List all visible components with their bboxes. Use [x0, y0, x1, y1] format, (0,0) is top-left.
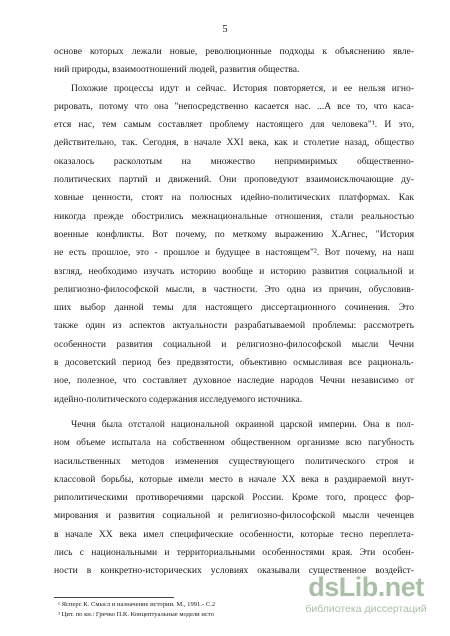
- text-line: ших выбор данной темы для настоящего диссертационного сочинения. Это: [54, 302, 414, 314]
- text-line: ном объеме испытала на собственном общественном организме всю пагубность: [54, 437, 414, 449]
- text-line: лись с национальными и территориальными особенностями края. Эти особен-: [54, 547, 414, 559]
- text-line: ховные ценности, стоят на полюсных идейно-политических платформах. Как: [54, 192, 414, 204]
- text-line: ности в конкретно-исторических условиях оказывали существенное воздейст-: [54, 565, 414, 577]
- text-line: Похожие процессы идут и сейчас. История повторяется, и ее нельзя игно-: [71, 82, 414, 94]
- text-line: риполитическими противоречиями царской России. Кроме того, процесс фор-: [54, 492, 414, 504]
- text-line: военные конфликты. Вот почему, по меткому выражению Х.Агнес, "История: [54, 228, 414, 240]
- text-line: насильственных методов изменения существующего политического строя и: [54, 455, 414, 467]
- watermark-logo: dsLib.net: [308, 572, 424, 602]
- footnotes: [58, 600, 273, 619]
- text-line: классовой борьбы, которые имели место в начале XX века в раздираемой внут-: [54, 473, 414, 485]
- text-line: идейно-политического содержания исследуемого источника.: [54, 393, 303, 405]
- text-line: в досоветский период без предвзятости, объективно осмысливая все рациональ-: [54, 357, 414, 369]
- text-line: особенности развития социальной и религиозно-философской мысли Чечни: [54, 338, 414, 350]
- text-line: Чечня была отсталой национальной окраиной царской империи. Она в пол-: [71, 418, 414, 430]
- text-line: религиозно-философской мысли, в частности. Это одна из причин, обусловив-: [54, 283, 414, 295]
- text-line: действительно, так. Сегодня, в начале XXI века, как и столетие назад, общество: [54, 137, 414, 149]
- text-line: рировать, потому что она "непосредственно касается нас. ...А все то, что каса-: [54, 100, 414, 112]
- text-line: никогда прежде обострились межнациональные отношения, стали реальностью: [54, 210, 414, 222]
- watermark-subtitle: библиотека диссертаций: [305, 603, 427, 615]
- text-line: также один из аспектов актуальности разрабатываемой проблемы: рассмотреть: [54, 320, 414, 332]
- paragraph: [54, 80, 414, 409]
- text-line: в начале XX века имел специфические особенности, которые тесно переплета-: [54, 528, 414, 540]
- paragraph: [54, 416, 414, 581]
- footnote-divider: [54, 597, 174, 598]
- text-line: мирования и развития социальной и религиозно-философской мысли чеченцев: [54, 510, 414, 522]
- text-line: ется нас, тем самым составляет проблему настоящего для человека"¹. И это,: [54, 119, 414, 131]
- text-line: взгляд, необходимо изучать историю вообще и историю развития социальной и: [54, 265, 414, 277]
- footnote: ¹ Ясперс К. Смысл и назначение истории. М., 1991.- С.2: [58, 601, 216, 608]
- page-number: 5: [222, 24, 228, 35]
- text-line: основе которых лежали новые, революционные подходы к объяснению явле-: [54, 46, 414, 57]
- paragraph: [54, 43, 414, 80]
- text-line: политических партий и движений. Они проповедуют взаимоисключающие ду-: [54, 174, 414, 186]
- document-body: [54, 43, 414, 581]
- text-line: не есть прошлое, это - прошлое и будущее в настоящем"². Вот почему, на наш: [54, 247, 414, 259]
- watermark: [296, 572, 436, 616]
- text-line: ное, полезное, что составляет духовное наследие народов Чечни независимо от: [54, 375, 414, 387]
- text-line: оказалось расколотым на множество непримиримых общественно-: [54, 155, 414, 167]
- footnote: ² Цит. по кн.: Гречко П.К. Концептуальные модели исто: [58, 610, 214, 618]
- text-line: ний природы, взаимоотношений людей, развития общества.: [54, 64, 300, 76]
